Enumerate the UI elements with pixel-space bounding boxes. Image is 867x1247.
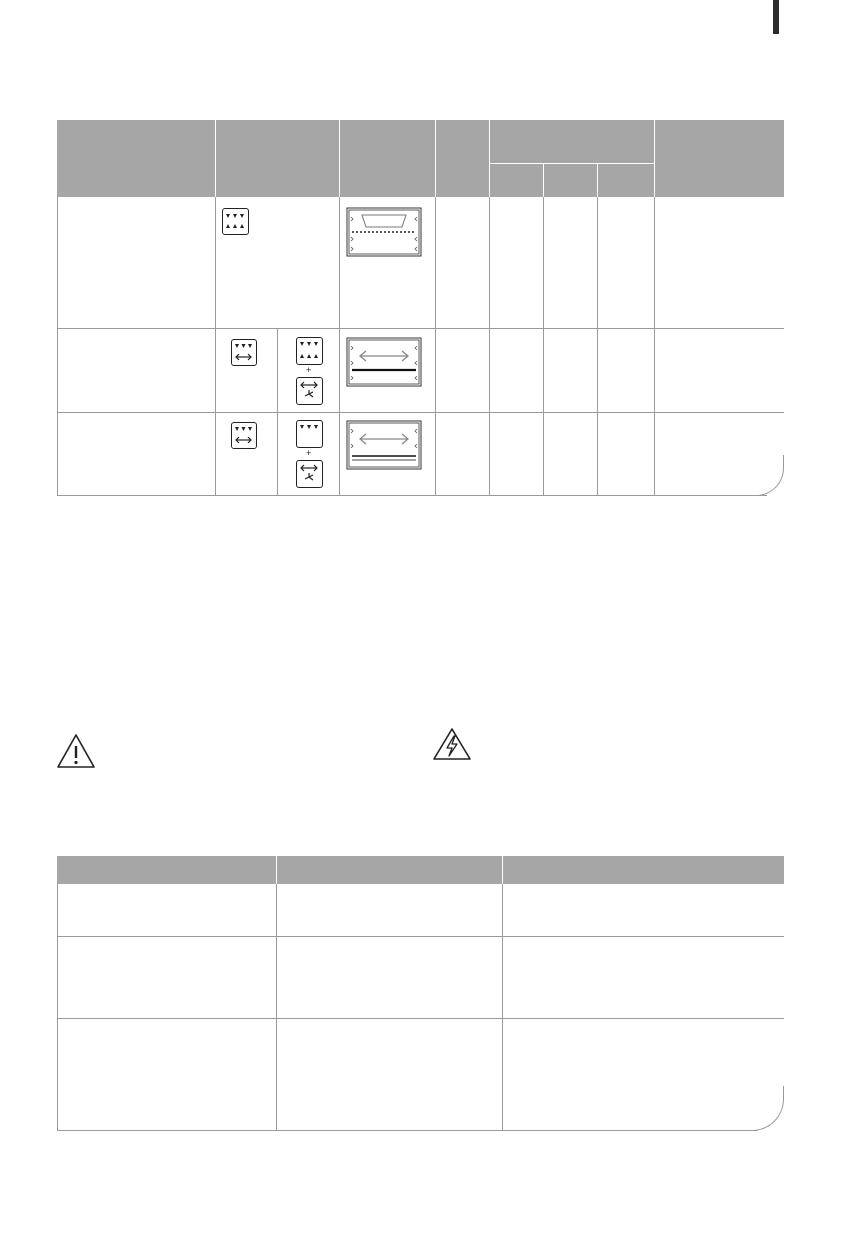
cooking-settings-table: + + [57, 120, 784, 497]
page-corner-mark [773, 0, 779, 34]
grill-icon [296, 420, 323, 448]
troubleshooting-table [57, 856, 784, 1131]
table-header [57, 120, 784, 197]
shelf-position-icon [346, 420, 422, 470]
shelf-position-icon [346, 207, 422, 257]
fan-assisted-icon [296, 460, 323, 488]
top-and-bottom-heat-icon [222, 208, 249, 235]
top-heat-fan-icon [231, 422, 257, 449]
warning-triangle-icon [56, 733, 96, 769]
top-heat-fan-icon [231, 339, 257, 366]
shelf-position-icon [346, 337, 422, 387]
top-and-bottom-heat-icon [296, 337, 323, 365]
table-header [57, 856, 784, 884]
electric-hazard-icon [432, 727, 472, 761]
fan-assisted-icon [296, 377, 323, 405]
